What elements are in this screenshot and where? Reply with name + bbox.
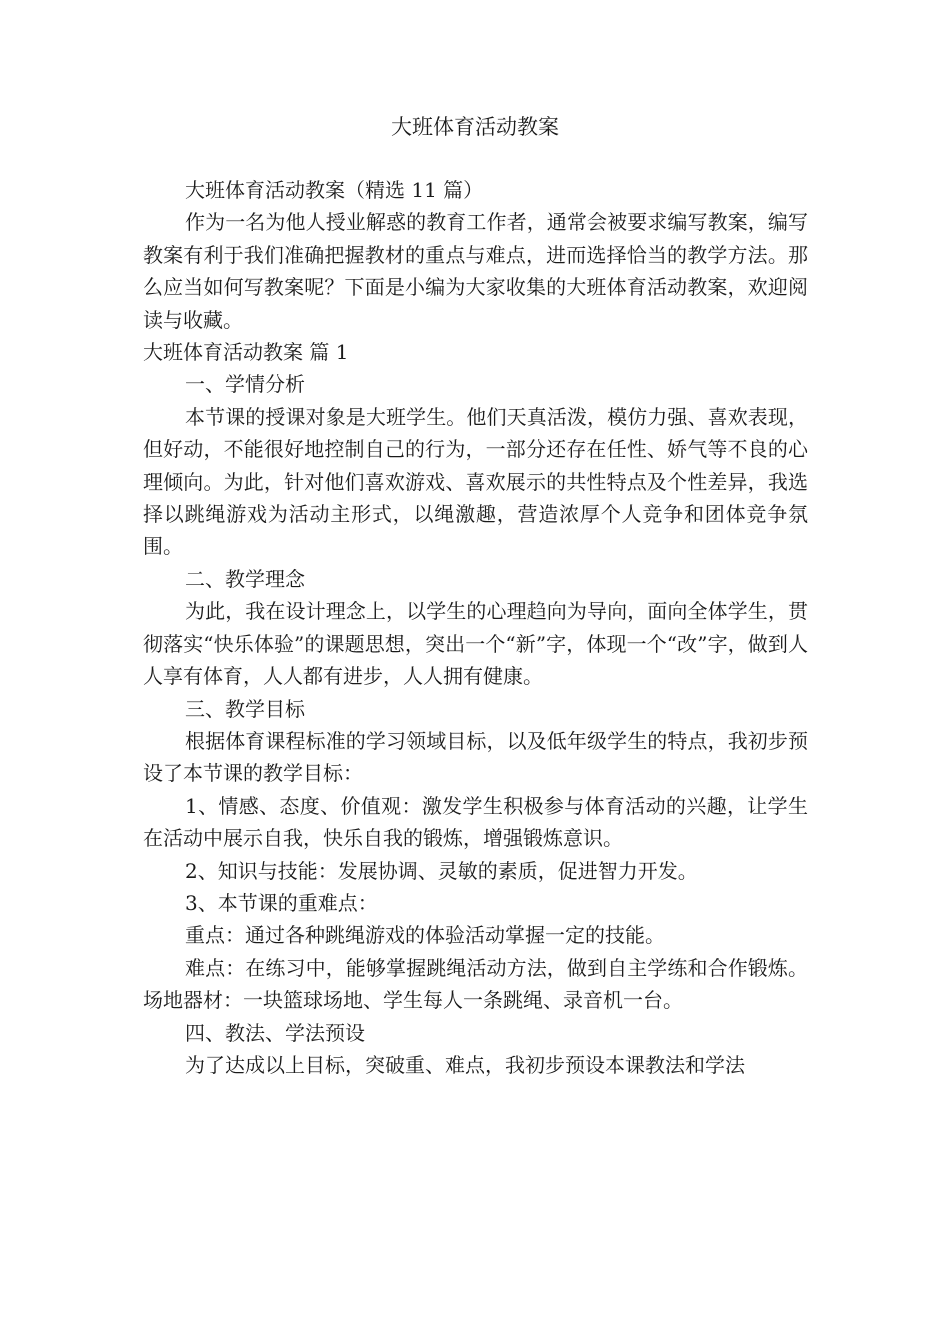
body-paragraph: 本节课的授课对象是大班学生。他们天真活泼，模仿力强、喜欢表现，但好动，不能很好地控制自己的行为，一部分还存在任性、娇气等不良的心理倾向。为此，针对他们喜欢游戏、喜欢展示的共性特点及个性差异，我选择以跳绳游戏为活动主形式，以绳激趣，营造浓厚个人竞争和团体竞争氛围。 <box>143 404 808 559</box>
subheading-methods: 四、教法、学法预设 <box>185 1020 365 1045</box>
list-item: 2、知识与技能：发展协调、灵敏的素质，促进智力开发。 <box>185 858 698 883</box>
list-item: 3、本节课的重难点： <box>185 890 378 915</box>
subtitle-paragraph: 大班体育活动教案（精选 11 篇） <box>185 178 484 202</box>
subheading-learning-analysis: 一、学情分析 <box>185 372 305 397</box>
body-paragraph: 为此，我在设计理念上，以学生的心理趋向为导向，面向全体学生，贯彻落实“快乐体验”的课题思想，突出一个“新”字，体现一个“改”字，做到人人享有体育，人人都有进步，人人拥有健康。 <box>143 599 808 689</box>
document-body <box>143 174 808 1081</box>
difficulty-paragraph: 难点：在练习中，能够掌握跳绳活动方法，做到自主学练和合作锻炼。 场地器材：一块篮球场地、学生每人一条跳绳、录音机一台。 <box>143 955 808 1013</box>
body-paragraph: 根据体育课程标准的学习领域目标，以及低年级学生的特点，我初步预设了本节课的教学目标： <box>143 728 808 786</box>
section-heading: 大班体育活动教案 篇 1 <box>143 340 349 365</box>
body-paragraph: 为了达成以上目标，突破重、难点，我初步预设本课教法和学法 <box>185 1052 745 1077</box>
subheading-teaching-goals: 三、教学目标 <box>185 696 305 721</box>
document-title: 大班体育活动教案 <box>391 115 559 139</box>
key-point-paragraph: 重点：通过各种跳绳游戏的体验活动掌握一定的技能。 <box>185 923 665 948</box>
list-item: 1、情感、态度、价值观：激发学生积极参与体育活动的兴趣，让学生在活动中展示自我，快乐自我的锻炼，增强锻炼意识。 <box>143 793 808 851</box>
intro-paragraph: 作为一名为他人授业解惑的教育工作者，通常会被要求编写教案，编写教案有利于我们准确把握教材的重点与难点，进而选择恰当的教学方法。那么应当如何写教案呢？下面是小编为大家收集的大班体育活动教案，欢迎阅读与收藏。 <box>143 210 808 332</box>
subheading-teaching-concept: 二、教学理念 <box>185 566 305 591</box>
